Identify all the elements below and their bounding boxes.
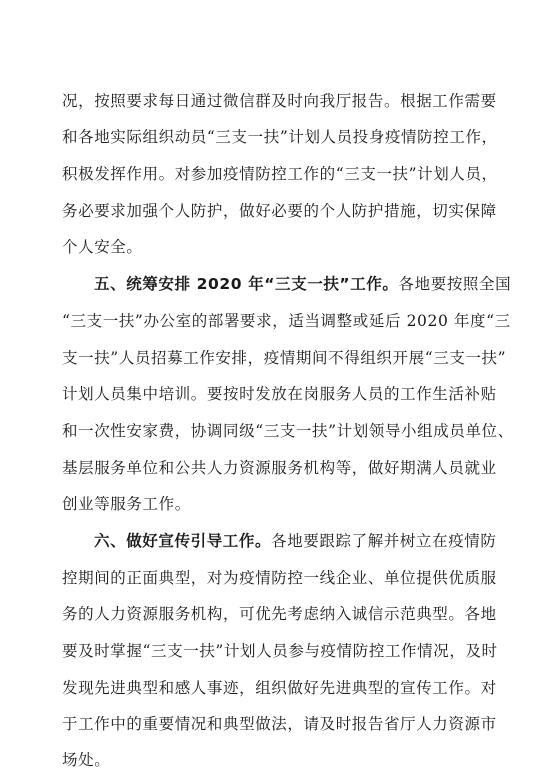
- section6-line-4: 要及时掌握“三支一扶”计划人员参与疫情防控工作情况，及时: [62, 642, 498, 660]
- section6-first-line: [94, 531, 497, 551]
- section5-first-line-rest: 各地要按照全国: [398, 275, 512, 293]
- para1-line-1: 况，按照要求每日通过微信群及时向我厅报告。根据工作需要: [62, 92, 497, 110]
- section6-line-7: 场处。: [62, 751, 111, 769]
- section5-heading: 五、统筹安排 2020 年“三支一扶”工作。: [94, 275, 399, 293]
- section5-line-5: 和一次性安家费，协调同级“三支一扶”计划领导小组成员单位、: [62, 422, 514, 440]
- section5-line-7: 创业等服务工作。: [62, 495, 191, 513]
- section6-line-6: 于工作中的重要情况和典型做法，请及时报告省厅人力资源市: [62, 715, 497, 733]
- para1-line-4: 务必要求加强个人防护，做好必要的个人防护措施，切实保障: [62, 202, 497, 220]
- para1-line-2: 和各地实际组织动员“三支一扶”计划人员投身疫情防控工作，: [62, 128, 498, 146]
- section5-line-3: 支一扶”人员招募工作安排，疫情期间不得组织开展“三支一扶”: [62, 349, 507, 367]
- para1-line-5: 个人安全。: [62, 238, 143, 256]
- section6-line-3: 务的人力资源服务机构，可优先考虑纳入诚信示范典型。各地: [62, 605, 497, 623]
- section6-first-line-rest: 各地要跟踪了解并树立在疫情防: [271, 532, 497, 550]
- section5-first-line: [94, 274, 511, 294]
- section5-line-4: 计划人员集中培训。要按时发放在岗服务人员的工作生活补贴: [62, 385, 497, 403]
- section6-line-5: 发现先进典型和感人事迹，组织做好先进典型的宣传工作。对: [62, 679, 497, 697]
- section5-line-2: “三支一扶”办公室的部署要求，适当调整或延后 2020 年度“三: [62, 312, 511, 330]
- section5-line-6: 基层服务单位和公共人力资源服务机构等，做好期满人员就业: [62, 459, 497, 477]
- section6-line-2: 控期间的正面典型，对为疫情防控一线企业、单位提供优质服: [62, 569, 497, 587]
- section6-heading: 六、做好宣传引导工作。: [94, 532, 272, 550]
- para1-line-3: 积极发挥作用。对参加疫情防控工作的“三支一扶”计划人员，: [62, 165, 498, 183]
